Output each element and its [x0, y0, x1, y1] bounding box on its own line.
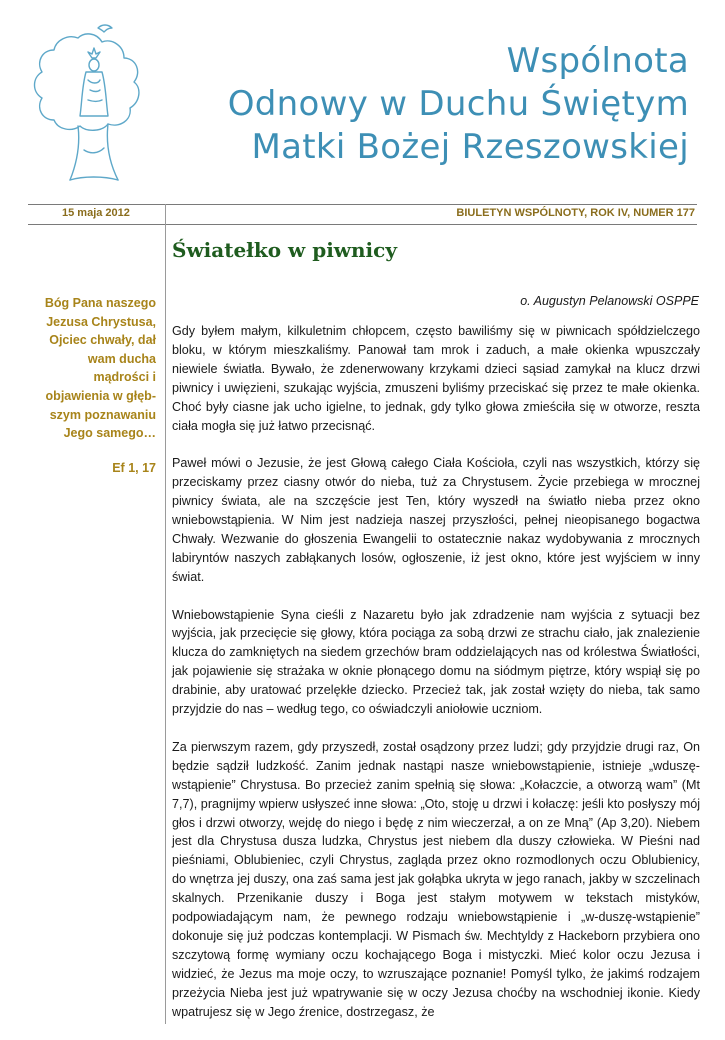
column-divider — [165, 204, 166, 1024]
article-paragraph: Gdy byłem małym, kilkuletnim chłopcem, często bawiliśmy się w piwnicach spółdzielczego bloku, w którym mieszkaliśmy. Panował tam mrok i zaduch, a małe okienka wpuszczały niewiele światła. Bywało, że zdenerwowany krzykami dzieci sąsiad zamykał na klucz drzwi piwnicy i uwięzieni, szukając wyjścia, zmuszeni byliśmy przeciskać się przez te małe okienka. Choć były ciasne jak ucho igielne, to jednak, gdy tylko głowa zmieściła się w otworze, reszta ciała mogła się już łatwo przecisnąć. — [172, 324, 700, 433]
tree-madonna-icon — [28, 20, 163, 188]
meta-top-rule — [28, 204, 697, 205]
scripture-reference: Ef 1, 17 — [112, 460, 156, 475]
sidebar-quote — [30, 294, 156, 477]
community-logo — [28, 20, 163, 188]
community-title — [228, 40, 689, 169]
title-line-3: Matki Bożej Rzeszowskiej — [251, 127, 689, 167]
bulletin-info: BIULETYN WSPÓLNOTY, ROK IV, NUMER 177 — [456, 207, 695, 219]
meta-bottom-rule — [28, 224, 697, 225]
article-paragraph: Wniebowstąpienie Syna cieśli z Nazaretu było jak zdradzenie nam wyjścia z sytuacji bez wyjścia, jak przecięcie się głowy, która pociąga za sobą drzwi ze strachu ciało, jak znalezienie klucza do zamkniętych na siedem grzechów bram oddzielających nas od królestwa Światłości, jak pojawienie się strażaka w oknie płonącego domu na siódmym piętrze, który wspiął się po drabinie, aby uratować przelękłe dziecko. Przecież tak, jak został wzięty do nieba, tak samo przyjdzie do nas – według tego, co oświadczyli aniołowie uczniom. — [172, 607, 700, 717]
title-line-2: Odnowy w Duchu Świętym — [227, 84, 689, 124]
article-body — [172, 322, 700, 1040]
article-paragraph: Za pierwszym razem, gdy przyszedł, został osądzony przez ludzi; gdy przyjdzie drugi raz, On będzie sądził ludzkość. Zanim jednak nastąpi nasze wniebowstąpienie, istnieje „wduszę-wstąpienie” Chrystusa. Bo przecież zanim spełnią się słowa: „Kołaczcie, a otworzą wam” (Mt 7,7), pragnijmy wpierw usłyszeć inne słowa: „Oto, stoję u drzwi i kołaczę: jeśli kto posłyszy mój głos i drzwi otworzy, wejdę do niego i będę z nim wieczerzał, a on ze Mną” (Ap 3,20). Niebem jest dla Chrystusa dusza ludzka, Chrystus jest niebem dla duszy człowieka. W Pieśni nad pieśniami, Oblubieniec, czyli Chrystus, zagląda przez okno rozmodlonych oczu Oblubienicy, do wnętrza jej duszy, ona zaś sama jest jak gołąbka ukryta w jego ranach, jakby w szczelinach skalnych. Przenikanie duszy i Boga jest stałym motywem w tekstach mistyków, podpowiadającym nam, że pewnego rodzaju wniebowstąpienie i „w-duszę-wstąpienie” dokonuje się już podczas kontemplacji. W Pismach św. Mechtyldy z Hackeborn przybiera ono szczytową formę wymiany oczu kochającego Boga i mistyczki. Mieć kolor oczu Jezusa i widzieć, że Jezus ma moje oczy, to wzruszające poznanie! Pomyśl tylko, że jakimś rodzajem przeżycia Nieba jest już wpatrywanie się w oczy Jezusa choćby na wschodniej ikonie. Kiedy wpatrujesz się w Jego źrenice, dostrzegasz, że — [172, 739, 700, 1019]
article-paragraph: Paweł mówi o Jezusie, że jest Głową całego Ciała Kościoła, czyli nas wszystkich, którzy się przeciskamy przez ciasny otwór do nieba, tuż za Chrystusem. Życie przebiega w mrocznej piwnicy świata, ale na szczęście jest Ten, który wyszedł na światło nieba przez okno wniebowstąpienia. W Nim jest nadzieja naszej przyszłości, pełnej nieopisanego bogactwa Chwały. Wezwanie do głoszenia Ewangelii to ostatecznie nakaz wydobywania z mrocznych labiryntów naszych zabłąkanych losów, ogłoszenie, iż jest okno, które jest wyjściem w inny świat. — [172, 456, 700, 584]
article-title: Światełko w piwnicy — [172, 238, 397, 262]
issue-date: 15 maja 2012 — [62, 207, 130, 219]
title-line-1: Wspólnota — [506, 41, 689, 81]
scripture-quote: Bóg Pana naszego Jezusa Chrystusa, Ojciec chwały, dał wam ducha mądrości i objawienia w głębszym poznawaniu Jego samego… — [44, 296, 156, 441]
article-author: o. Augustyn Pelanowski OSPPE — [520, 294, 699, 308]
